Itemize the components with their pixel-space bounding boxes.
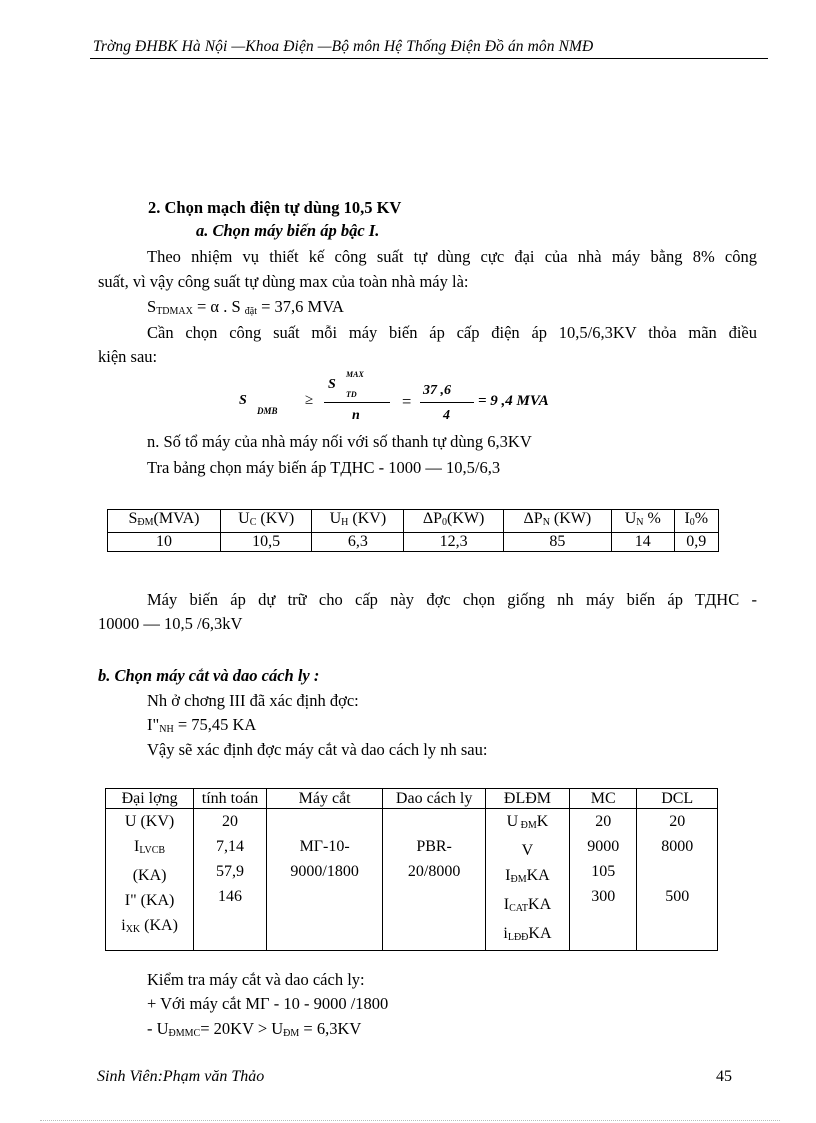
table-cell: 6,3 <box>312 533 404 552</box>
dcl-column: 20 8000 500 <box>637 809 718 951</box>
subsection-a-title: a. Chọn máy biến áp bậc I. <box>196 221 380 240</box>
page-header: Trờng ĐHBK Hà Nội —Khoa Điện —Bộ môn Hệ Thống Điện Đồ án môn NMĐ <box>93 38 594 55</box>
fraction-bar-2 <box>420 402 474 403</box>
rated-quantity-column: U $_{ĐM}$K V $I_{ĐM}KA$ $I_{CAT}KA$ $i_{LĐĐ}KA$ <box>485 809 569 951</box>
table-cell: 10,5 <box>221 533 312 552</box>
table-cell: 85 <box>503 533 611 552</box>
table-header-cell: Dao cách ly <box>383 789 485 809</box>
equation-1: $S_{TDMAX} = \alpha$ . S $_{đặt}$ = 37,6 MVA <box>147 297 344 317</box>
para-1-line-1: Theo nhiệm vụ thiết kế công suất tự dùng cực đại của nhà máy bằng 8% công <box>147 247 757 266</box>
para-7: $I"_{NH} = 75,45$ KA <box>147 715 257 735</box>
table-cell: 0,9 <box>674 533 718 552</box>
para-4: Tra bảng chọn máy biến áp TДHC - 1000 — 10,5/6,3 <box>147 458 501 477</box>
para-11: - $U_{ĐMMC}= 20KV > U_{ĐM} = 6,3KV$ <box>147 1019 362 1039</box>
table-header-cell: $U_N$ % <box>612 510 675 533</box>
table-header-cell: $\Delta P_0(KW)$ <box>404 510 503 533</box>
table-header-cell: $I_0\%$ <box>674 510 718 533</box>
transformer-spec-table <box>107 509 719 552</box>
table-header-cell: Máy cắt <box>266 789 383 809</box>
table-header-cell: $S_{ĐM}(MVA)$ <box>108 510 221 533</box>
mc-column: 20 9000 105 300 <box>570 809 637 951</box>
table-header-cell: tính toán <box>194 789 267 809</box>
table-cell: 10 <box>108 533 221 552</box>
table-header-cell: $\Delta P_N$ (KW) <box>503 510 611 533</box>
table-cell: 14 <box>612 533 675 552</box>
table-header-cell: $U_C$ (KV) <box>221 510 312 533</box>
table-header-row <box>106 789 718 809</box>
table-row <box>108 533 719 552</box>
disconnector-column: PBR- 20/8000 <box>383 809 485 951</box>
para-10: + Với máy cắt MГ - 10 - 9000 /1800 <box>147 994 389 1013</box>
table-row <box>106 809 718 951</box>
table-header-cell: $U_H$ (KV) <box>312 510 404 533</box>
table-header-cell: ĐLĐM <box>485 789 569 809</box>
breaker-selection-table <box>105 788 718 951</box>
para-9: Kiểm tra máy cắt và dao cách ly: <box>147 970 365 989</box>
quantity-column: U (KV) $I_{LVCB}$ (KA) I" (KA) $i_{XK}$ (KA) <box>106 809 194 951</box>
para-5-line-2: 10000 — 10,5 /6,3kV <box>98 614 243 633</box>
page-footer: Sinh Viên:Phạm văn Thảo <box>97 1068 265 1085</box>
para-8: Vậy sẽ xác định đợc máy cắt và dao cách ly nh sau: <box>147 740 488 759</box>
para-1-line-2: suất, vì vậy công suất tự dùng max của toàn nhà máy là: <box>98 272 469 291</box>
header-rule <box>90 58 768 59</box>
fraction-bar-1 <box>324 402 390 403</box>
page-number: 45 <box>716 1068 732 1085</box>
para-3: n. Số tổ máy của nhà máy nối với số thanh tự dùng 6,3KV <box>147 432 532 451</box>
section-2-title: 2. Chọn mạch điện tự dùng 10,5 KV <box>148 198 402 217</box>
para-5-line-1: Máy biến áp dự trữ cho cấp này đợc chọn giống nh máy biến áp TДHC - <box>147 590 757 609</box>
para-2-line-1: Cần chọn công suất mỗi máy biến áp cấp điện áp 10,5/6,3KV thỏa mãn điều <box>147 323 757 342</box>
subsection-b-title: b. Chọn máy cắt và dao cách ly : <box>98 666 320 685</box>
breaker-column: MГ-10- 9000/1800 <box>266 809 383 951</box>
para-6: Nh ở chơng III đã xác định đợc: <box>147 691 359 710</box>
table-header-cell: MC <box>570 789 637 809</box>
table-header-cell: DCL <box>637 789 718 809</box>
bottom-dotted-rule <box>40 1120 780 1121</box>
table-cell: 12,3 <box>404 533 503 552</box>
para-2-line-2: kiện sau: <box>98 347 158 366</box>
table-header-cell: Đại lợng <box>106 789 194 809</box>
table-header-row <box>108 510 719 533</box>
computed-values-column: 20 7,14 57,9 146 <box>194 809 267 951</box>
